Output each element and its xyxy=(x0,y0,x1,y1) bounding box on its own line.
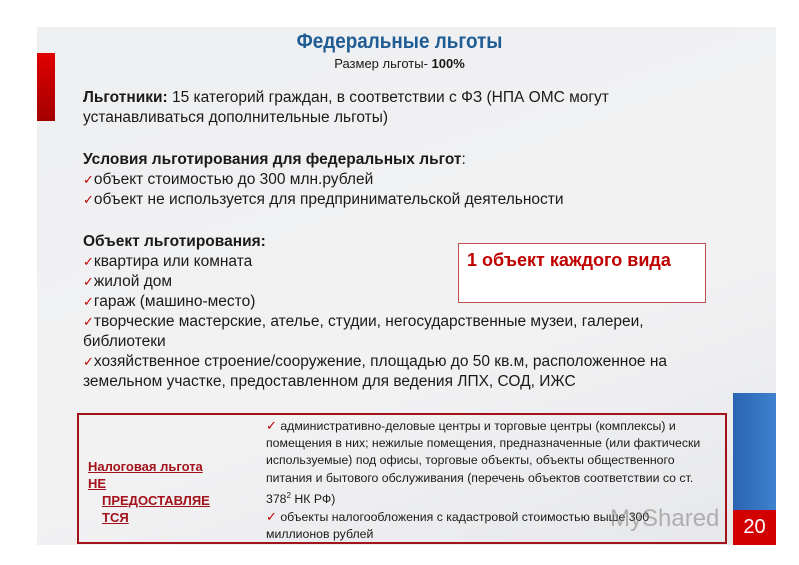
check-icon: ✓ xyxy=(83,254,94,269)
list-item-cont: земельном участке, предоставленном для ведения ЛПХ, СОД, ИЖС xyxy=(83,373,576,390)
check-icon: ✓ xyxy=(83,314,94,329)
tax-label-line: ПРЕДОСТАВЛЯЕ xyxy=(102,493,210,508)
beneficiaries xyxy=(83,88,609,128)
list-item: творческие мастерские, ателье, студии, негосударственные музеи, галереи, xyxy=(93,313,644,330)
superscript: 2 xyxy=(286,490,291,500)
check-icon: ✓ xyxy=(83,294,94,309)
list-item-cont: библиотеки xyxy=(83,333,166,350)
slide-title: Федеральные льготы xyxy=(296,30,503,53)
tax-label-line: Налоговая льгота xyxy=(88,459,203,474)
beneficiaries-label: Льготники: xyxy=(83,89,168,106)
check-icon: ✓ xyxy=(83,192,94,207)
subtitle xyxy=(0,56,799,71)
objects-heading: Объект льготирования: xyxy=(83,233,266,250)
beneficiaries-text: 15 категорий граждан, в соответствии с ФЗ (НПА ОМС могут xyxy=(167,89,609,106)
tax-label xyxy=(88,458,210,526)
check-icon: ✓ xyxy=(83,354,94,369)
tax-label-line: ТСЯ xyxy=(102,510,129,525)
list-item: жилой дом xyxy=(93,273,173,290)
colon: : xyxy=(461,151,466,168)
page-number: 20 xyxy=(733,510,776,545)
tax-item-end: НК РФ) xyxy=(290,491,336,506)
conditions-heading: Условия льготирования для федеральных льгот xyxy=(83,151,462,168)
subtitle-label: Размер льготы- xyxy=(334,56,432,71)
blue-accent-bar xyxy=(733,393,776,510)
beneficiaries-text-2: устанавливаться дополнительные льготы) xyxy=(83,109,389,126)
tax-item: объекты налогообложения с кадастровой стоимостью выше 300 миллионов рублей xyxy=(266,510,650,542)
check-icon: ✓ xyxy=(83,172,94,187)
list-item: хозяйственное строение/сооружение, площадью до 50 кв.м, расположенное на xyxy=(93,353,668,370)
callout-box: 1 объект каждого вида xyxy=(458,243,706,303)
list-item: объект стоимостью до 300 млн.рублей xyxy=(93,171,374,188)
tax-label-line: НЕ xyxy=(88,476,107,491)
list-item: гараж (машино-место) xyxy=(93,293,256,310)
tax-item: административно-деловые центры и торговые центры (комплексы) и помещения в них; нежилые помещения, предназначенные (или фактически используемые) под офисы, торговые объекты, объекты общественного питания и бытового обслуживания (перечень объектов соответствии со ст. 378 xyxy=(266,419,701,506)
check-icon: ✓ xyxy=(83,274,94,289)
subtitle-value: 100% xyxy=(431,56,465,71)
watermark: MyShared xyxy=(610,505,720,532)
check-icon: ✓ xyxy=(266,418,277,433)
list-item: квартира или комната xyxy=(93,253,253,270)
list-item: объект не используется для предпринимательской деятельности xyxy=(93,191,564,208)
conditions xyxy=(83,150,564,210)
check-icon: ✓ xyxy=(266,509,277,525)
